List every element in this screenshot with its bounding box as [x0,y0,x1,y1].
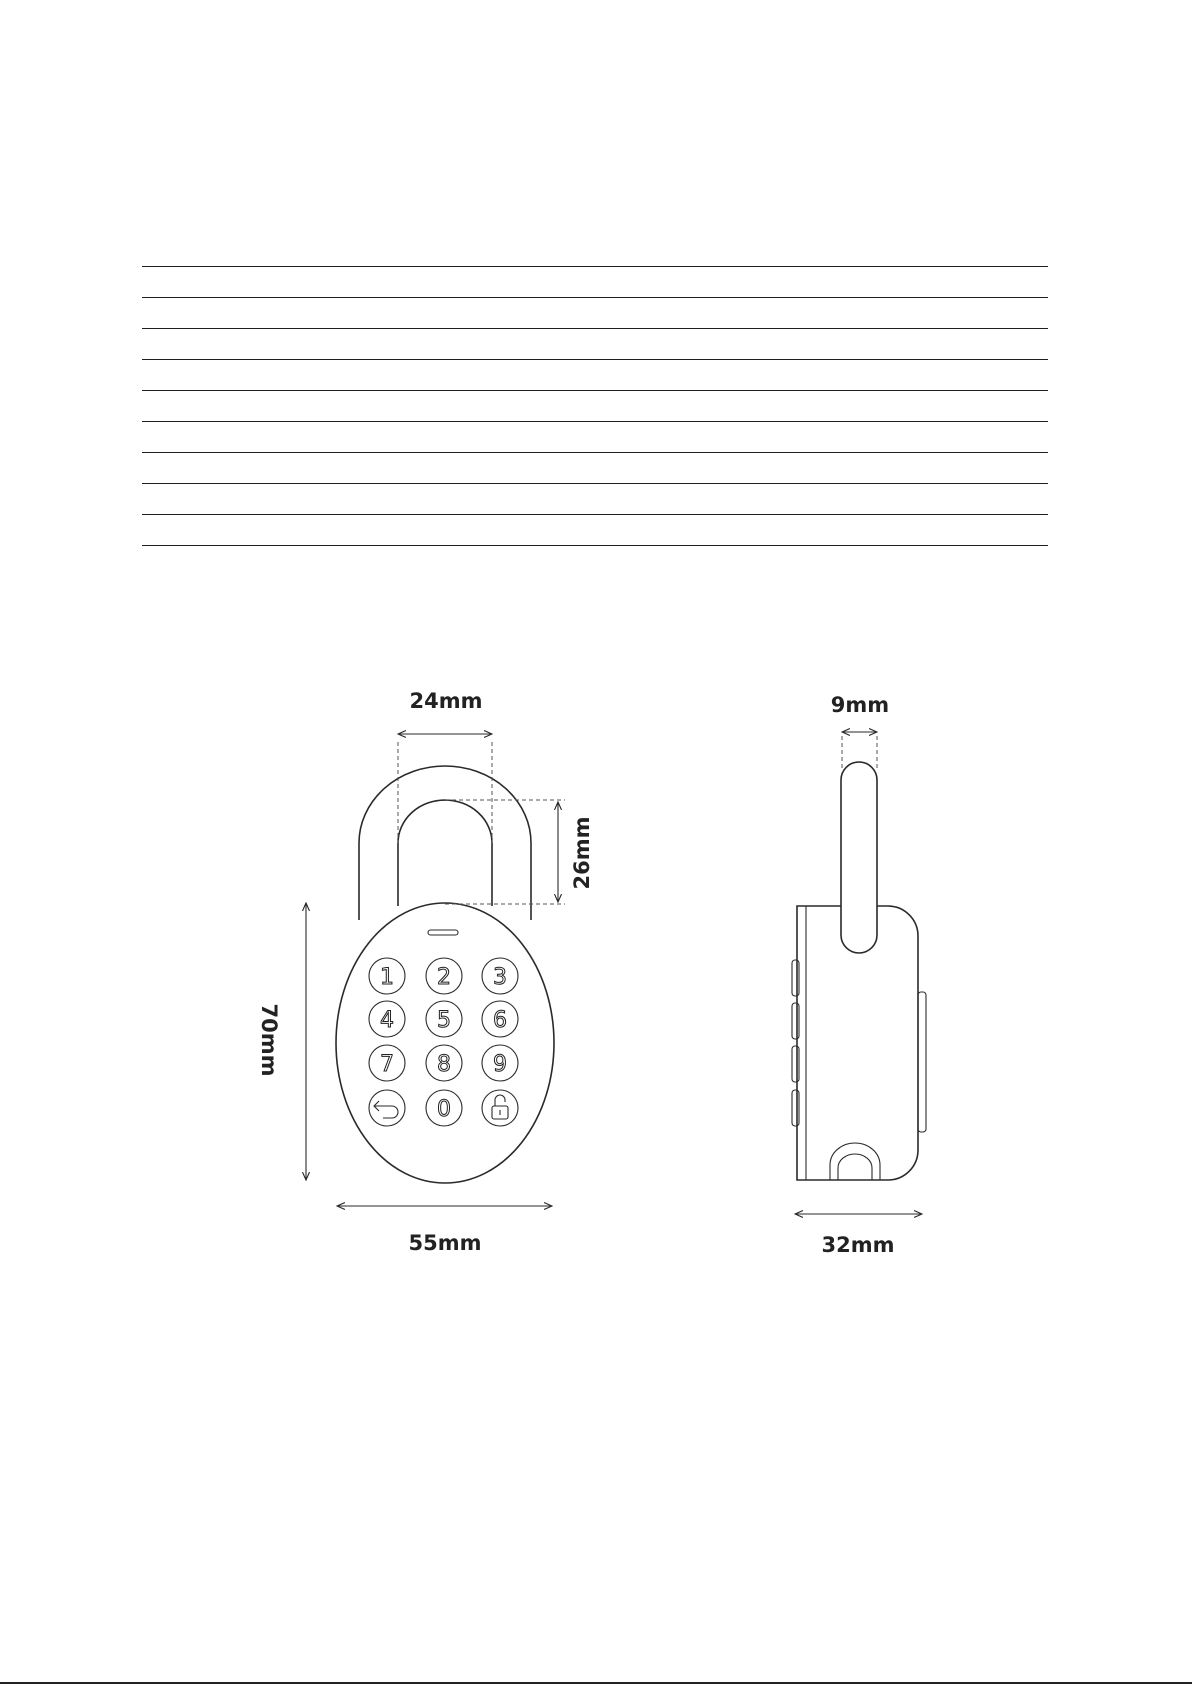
key-label: 5 [437,1008,451,1033]
key-label: 6 [493,1008,507,1033]
shackle-clearance-label: 26mm [570,816,594,890]
page-bottom-rule [0,1682,1192,1684]
side-button [918,992,926,1132]
shackle-outer [359,766,531,920]
shackle-thickness-label: 9mm [830,693,890,717]
key-profile [792,1090,799,1126]
key-label: 1 [380,965,394,990]
key-label: 7 [380,1052,394,1077]
shackle-width-label: 24mm [409,689,483,713]
front-view [257,689,594,1255]
body-height-label: 70mm [257,1003,281,1077]
shackle-inner [398,800,492,906]
key-label: 4 [380,1008,394,1033]
key-label: 3 [493,965,507,990]
key-profile [792,1003,799,1039]
key-label: 2 [437,965,451,990]
body-width-label: 55mm [408,1231,482,1255]
key-label: 8 [437,1052,451,1077]
side-view [792,693,926,1257]
body-depth-label: 32mm [821,1233,895,1257]
key-profile [792,960,799,996]
key-profile [792,1046,799,1082]
key-label: 9 [493,1052,507,1077]
key-label: 0 [437,1097,451,1122]
lock-body [336,903,554,1183]
side-shackle [841,762,877,953]
bottom-clip [830,1143,880,1180]
